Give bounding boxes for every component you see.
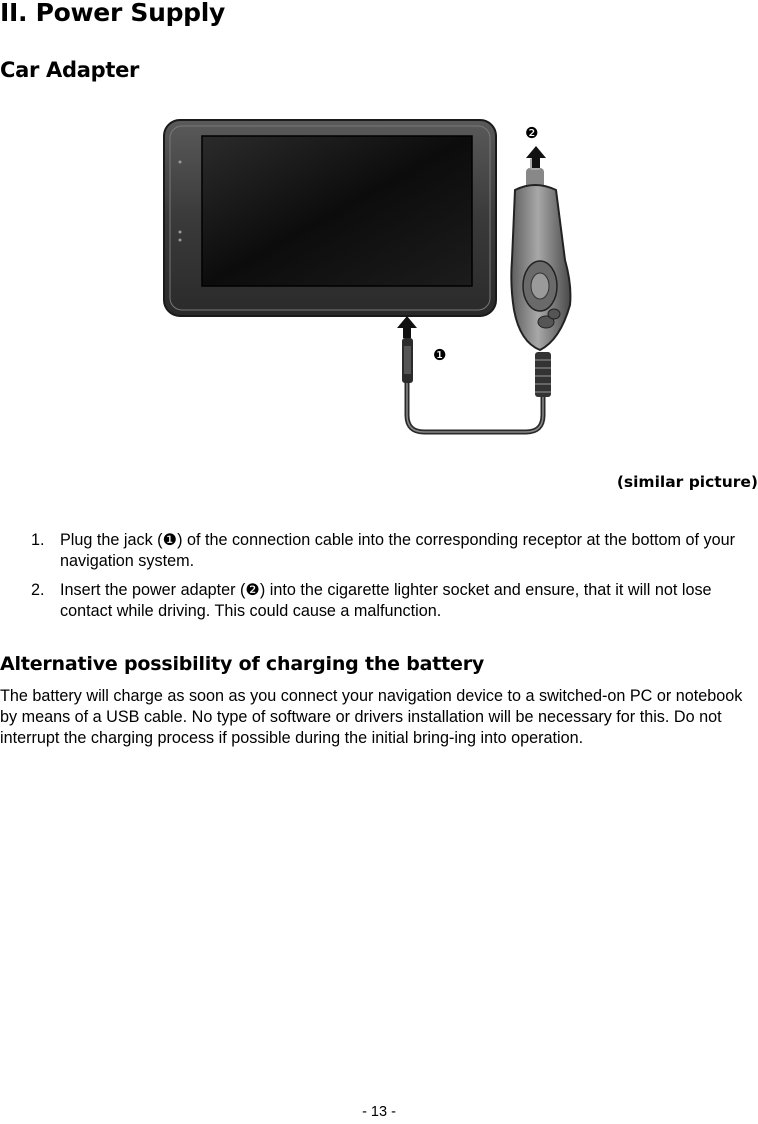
page-number: - 13 - — [362, 1104, 396, 1120]
instruction-list — [0, 530, 758, 630]
car-adapter-figure — [160, 110, 590, 445]
step-text: Plug the jack (❶) of the connection cable into the corresponding receptor at the bottom of your navigation system. — [60, 531, 735, 570]
marker-2: ❷ — [525, 124, 539, 142]
step-number: 2. — [31, 581, 45, 599]
figure-caption: (similar picture) — [616, 473, 758, 491]
arrow-up-icon-2 — [526, 146, 546, 168]
arrow-up-icon — [397, 316, 417, 338]
figure-illustration — [160, 110, 590, 445]
list-item — [0, 530, 758, 572]
jack-connector-icon — [402, 338, 413, 383]
page-title: II. Power Supply — [0, 0, 226, 27]
section-heading-car-adapter: Car Adapter — [0, 58, 140, 82]
navigation-device-icon — [164, 120, 496, 316]
marker-1: ❶ — [433, 346, 447, 364]
section-body: The battery will charge as soon as you connect your navigation device to a switched-on PC or notebook by means of a USB cable. No type of software or drivers installation will be necessary for this. Do not interrupt the charging process if possible during the initial bring-ing into operation. — [0, 687, 743, 747]
list-item — [0, 580, 758, 622]
car-adapter-icon — [511, 158, 570, 397]
step-text: Insert the power adapter (❷) into the cigarette lighter socket and ensure, that it will not lose contact while driving. This could cause a malfunction. — [60, 581, 712, 620]
section-heading-alternative-charging: Alternative possibility of charging the battery — [0, 653, 485, 675]
step-number: 1. — [31, 531, 45, 549]
